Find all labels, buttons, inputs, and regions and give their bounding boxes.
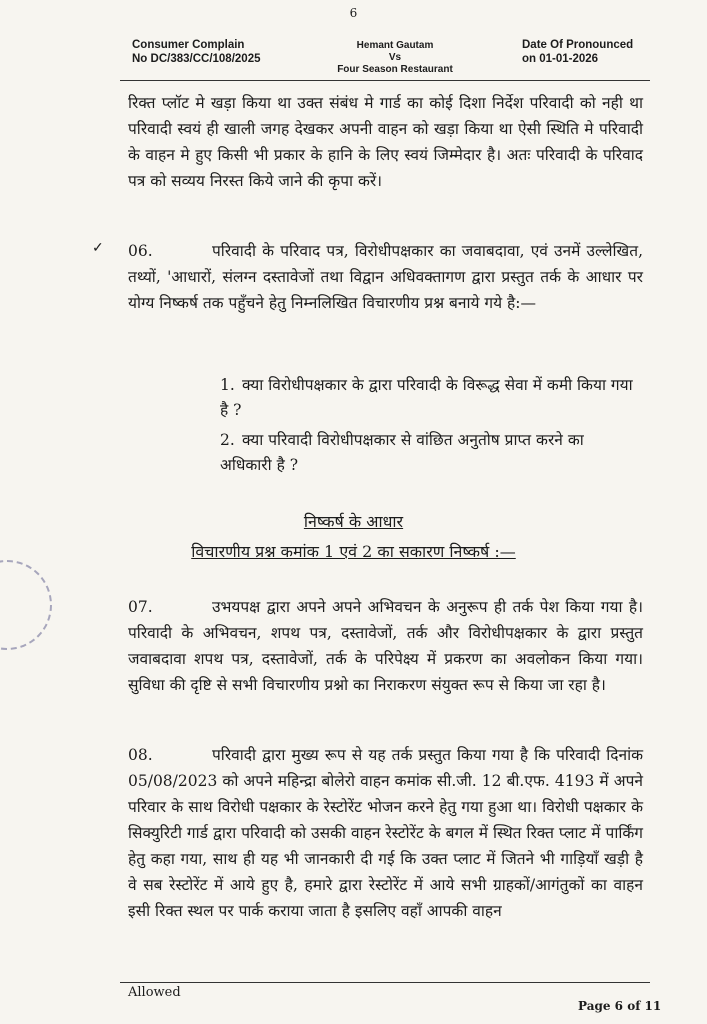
header-divider — [120, 80, 650, 81]
heading-findings-basis — [0, 510, 707, 532]
question-2-text: क्या परिवादी विरोधीपक्षकार से वांछित अनुतोष प्राप्त करने का अधिकारी है ? — [220, 431, 584, 474]
question-1-text: क्या विरोधीपक्षकार के द्वारा परिवादी के विरूद्ध सेवा में कमी किया गया है ? — [220, 376, 633, 419]
header-respondent: Four Season Restaurant — [337, 64, 453, 75]
header-case-info — [132, 38, 260, 66]
header-case-number: No DC/383/CC/108/2025 — [132, 53, 261, 65]
page-number: 6 — [349, 6, 358, 20]
question-2-number: 2. — [220, 431, 235, 449]
footer-status: Allowed — [128, 985, 181, 1000]
question-1-number: 1. — [220, 376, 235, 394]
paragraph-07-text: उभयपक्ष द्वारा अपने अपने अभिवचन के अनुरूप ही तर्क पेश किया गया है। परिवादी के अभिवचन, शपथ पत्र, दस्तावेजों, तर्क और विरोधीपक्षकार के द्वारा प्रस्तुत जवाबदावा शपथ पत्र, दस्तावेजों, तर्क के परिपेक्ष्य में प्रकरण का अवलोकन किया गया। सुविधा की दृष्टि से सभी विचारणीय प्रश्नो का निराकरण संयुक्त रूप से किया जा रहा है। — [128, 598, 643, 694]
heading-findings-basis-text: निष्कर्ष के आधार — [303, 512, 404, 531]
header-date-value: on 01-01-2026 — [522, 53, 599, 65]
question-2 — [220, 428, 640, 478]
court-seal-stamp — [0, 560, 52, 650]
paragraph-07-number: 07. — [128, 598, 153, 616]
header-versus: Vs — [388, 52, 402, 63]
header-date-label: Date Of Pronounced — [522, 39, 634, 51]
footer-divider — [120, 982, 650, 983]
paragraph-continued: रिक्त प्लॉट मे खड़ा किया था उक्त संबंध मे गार्ड का कोई दिशा निर्देश परिवादी को नही था परिवादी स्वयं ही खाली जगह देखकर अपनी वाहन को खड़ा किया था ऐसी स्थिति मे परिवादी के वाहन मे हुए किसी भी प्रकार के हानि के लिए स्वयं जिम्मेदार है। अतः परिवादी के परिवाद पत्र को सव्यय निरस्त किये जाने की कृपा करें। — [128, 94, 643, 190]
paragraph-08-number: 08. — [128, 746, 153, 764]
header-date — [522, 38, 633, 66]
margin-tick-mark: ✓ — [92, 240, 104, 256]
header-complainant: Hemant Gautam — [356, 40, 434, 51]
paragraph-07 — [128, 594, 643, 698]
question-1 — [220, 373, 640, 423]
paragraph-06-text: परिवादी के परिवाद पत्र, विरोधीपक्षकार का जवाबदावा, एवं उनमें उल्लेखित, तथ्यों, 'आधारों, संलग्न दस्तावेजों तथा विद्वान अधिवक्तागण द्वारा प्रस्तुत तर्क के आधार पर योग्य निष्कर्ष तक पहुँचने हेतु निम्नलिखित विचारणीय प्रश्न बनाये गये है:— — [128, 242, 643, 312]
paragraph-08 — [128, 742, 643, 924]
heading-reasoned-finding-text: विचारणीय प्रश्न कमांक 1 एवं 2 का सकारण निष्कर्ष :— — [191, 542, 516, 561]
header-parties — [320, 40, 470, 76]
paragraph-06-number: 06. — [128, 242, 153, 260]
heading-reasoned-finding — [0, 540, 707, 562]
header-case-type: Consumer Complain — [132, 39, 245, 51]
paragraph-08-text: परिवादी द्वारा मुख्य रूप से यह तर्क प्रस्तुत किया गया है कि परिवादी दिनांक 05/08/2023 को अपने महिन्द्रा बोलेरो वाहन कमांक सी.जी. 12 बी.एफ. 4193 में अपने परिवार के साथ विरोधी पक्षकार के रेस्टोरेंट भोजन करने हेतु गया हुआ था। विरोधी पक्षकार के सिक्युरिटी गार्ड द्वारा परिवादी को उसकी वाहन रेस्टोरेंट के बगल में स्थित रिक्त प्लाट में पार्किंग हेतु कहा गया, साथ ही यह भी जानकारी दी गई कि उक्त प्लाट में जितने भी गाड़ियाँ खड़ी है वे सब रेस्टोरेंट में आये हुए है, हमारे द्वारा रेस्टोरेंट में आये सभी ग्राहकों/आगंतुकों का वाहन इसी रिक्त स्थल पर पार्क कराया जाता है इसलिए वहाँ आपकी वाहन — [128, 746, 643, 920]
paragraph-06 — [128, 238, 643, 316]
footer-page-count: Page 6 of 11 — [578, 999, 662, 1013]
